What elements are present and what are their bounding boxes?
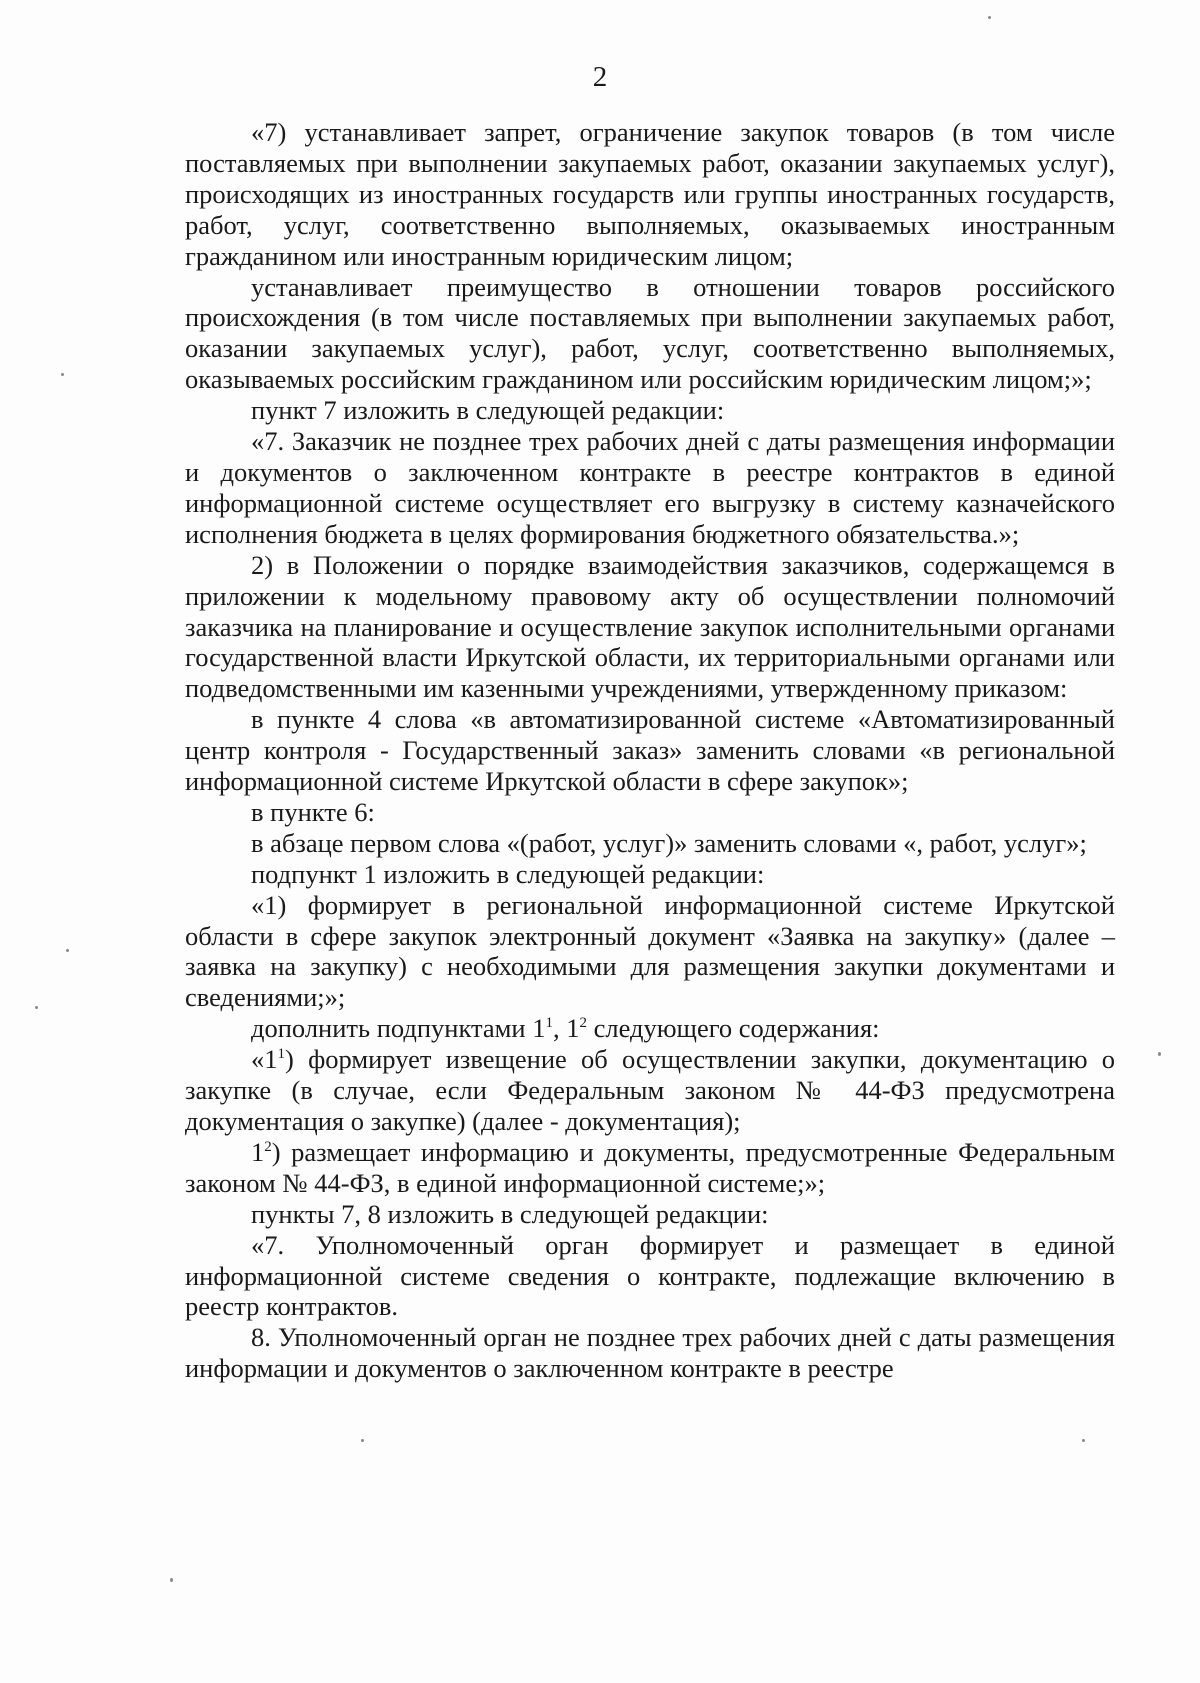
text-run: ) формирует извещение об осуществлении закупки, документацию о закупке (в случае, если Федеральным законом № 44-ФЗ предусмотрена документация о закупке) (далее - документация); [185,1044,1115,1136]
superscript: 1 [277,1046,285,1063]
superscript: 1 [545,1015,553,1032]
scan-speck [988,16,991,19]
paragraph [185,1044,1115,1137]
page-number: 2 [592,61,608,93]
text-run: следующего содержания: [586,1013,880,1044]
scan-speck [1158,1052,1161,1056]
text-run: 1 [251,1136,265,1167]
scan-speck [170,1578,173,1582]
scan-speck [61,373,64,376]
scan-speck [361,1439,364,1442]
paragraph: 8. Уполномоченный орган не позднее трех рабочих дней с даты размещения информации и документов о заключенном контракте в реестре [185,1322,1115,1384]
paragraph [185,1137,1115,1199]
paragraph: в абзаце первом слова «(работ, услуг)» заменить словами «, работ, услуг»; [251,827,1087,858]
text-run: ) размещает информацию и документы, предусмотренные Федеральным законом № 44-ФЗ, в единой информационной системе;»; [185,1136,1115,1198]
scan-speck [35,1006,38,1009]
paragraph: «1) формирует в региональной информационной системе Иркутской области в сфере закупок электронный документ «Заявка на закупку» (далее – заявка на закупку) с необходимыми для размещения закупки документами и сведениями;»; [185,889,1115,1013]
paragraph: в пункте 6: [251,796,375,827]
paragraph: подпункт 1 изложить в следующей редакции: [251,858,765,889]
paragraph: пункт 7 изложить в следующей редакции: [251,395,725,426]
paragraph: 2) в Положении о порядке взаимодействия заказчиков, содержащемся в приложении к модельному правовому акту об осуществлении полномочий заказчика на планирование и осуществление закупок исполнительными органами государственной власти Иркутской области, их территориальными органами или подведомственными им казенными учреждениями, утвержденному приказом: [185,549,1115,704]
text-run: дополнить подпунктами 1 [251,1013,546,1044]
text-run: «1 [251,1044,278,1075]
scan-speck [66,949,69,952]
paragraph: в пункте 4 слова «в автоматизированной системе «Автоматизированный центр контроля - Государственный заказ» заменить словами «в региональной информационной системе Иркутской области в сфере закупок»; [185,704,1115,797]
paragraph: «7. Заказчик не позднее трех рабочих дней с даты размещения информации и документов о заключенном контракте в реестре контрактов в единой информационной системе осуществляет его выгрузку в систему казначейского исполнения бюджета в целях формирования бюджетного обязательства.»; [185,426,1115,549]
paragraph: «7) устанавливает запрет, ограничение закупок товаров (в том числе поставляемых при выполнении закупаемых работ, оказании закупаемых услуг), происходящих из иностранных государств или группы иностранных государств, работ, услуг, соответственно выполняемых, оказываемых иностранным гражданином или иностранным юридическим лицом; [185,117,1115,271]
scan-speck [1082,1439,1085,1442]
paragraph: пункты 7, 8 изложить в следующей редакции: [251,1198,769,1229]
paragraph: «7. Уполномоченный орган формирует и размещает в единой информационной системе сведения о контракте, подлежащие включению в реестр контрактов. [185,1229,1115,1322]
paragraph [185,1013,1115,1044]
text-run: , 1 [552,1013,580,1044]
superscript: 2 [579,1015,587,1032]
paragraph: устанавливает преимущество в отношении товаров российского происхождения (в том числе поставляемых при выполнении закупаемых работ, оказании закупаемых услуг), работ, услуг, соответственно выполняемых, оказываемых российским гражданином или российским юридическим лицом;»; [185,271,1115,395]
superscript: 2 [264,1139,272,1156]
document-body [185,117,1115,1384]
